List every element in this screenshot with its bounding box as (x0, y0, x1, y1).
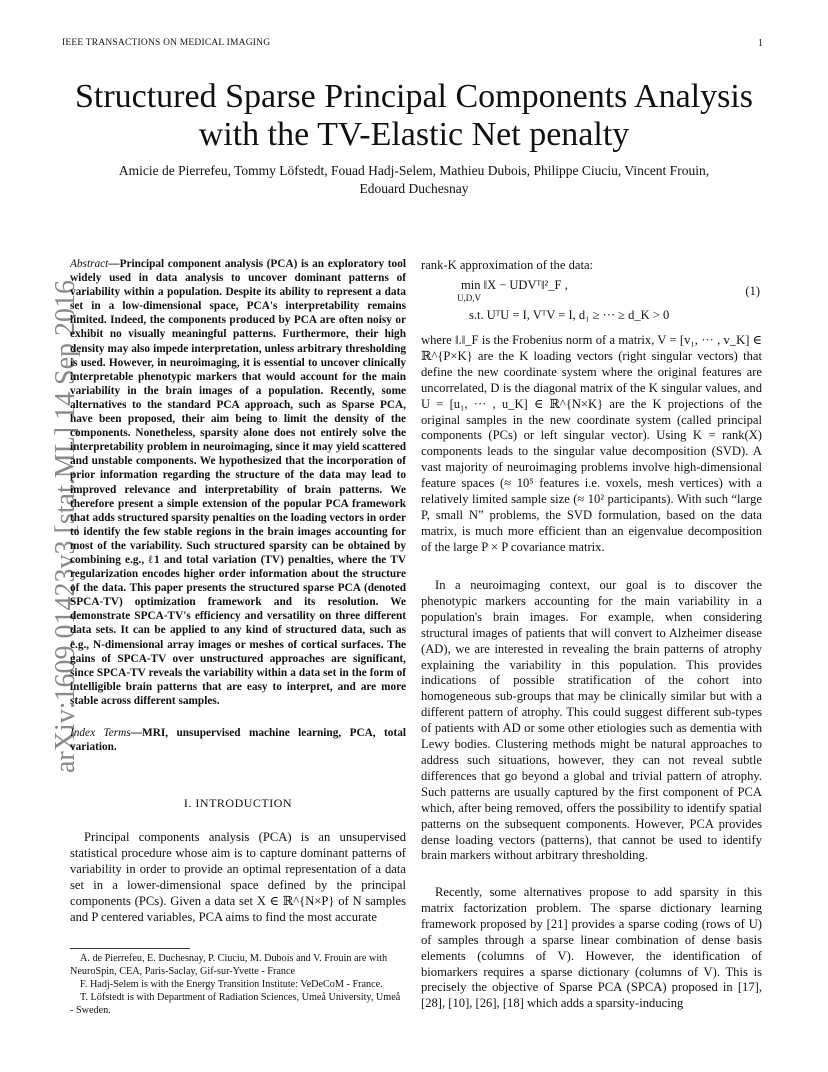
index-terms (70, 726, 406, 754)
footnotes (70, 952, 406, 1017)
section-heading: I. INTRODUCTION (183, 796, 293, 810)
paragraph-neuroimaging: In a neuroimaging context, our goal is to discover the phenotypic markers accounting for the main variability in a population's brain images. For example, when considering structural images of patients that will convert to Alzheimer disease (AD), we are interested in revealing the brain patterns of atrophy explaining the variability in this population. This provides indications of possible stratification of the cohort into homogeneous sub-groups that may be clinically similar but with a different pattern of atrophy. This could suggest different sub-types of patients with AD or some other etiologies such as dementia with Lewy bodies. Clustering methods might be natural approaches to address such situations, however, they can not reveal subtle differences that go beyond a global and trivial pattern of atrophy. Such patterns are usually captured by the first component of PCA which, after being removed, offers the possibility to identify spatial patterns on the subsequent components. However, PCA provides dense loading vectors (patterns), that cannot be used to identify brain markers without arbitrary thresholding. (421, 578, 762, 863)
author-list (70, 162, 758, 198)
arxiv-stamp-text: arXiv:1609.01423v3 [stat.ML] 14 Sep 2016 (50, 279, 81, 773)
equation-number: (1) (745, 284, 760, 298)
equation-1 (421, 276, 762, 330)
paragraph-frobenius: where ‖.‖_F is the Frobenius norm of a matrix, V = [v₁, ··· , v_K] ∈ ℝ^{P×K} are the K loading vectors (right singular vectors) that define the new coordinate system where the original features are uncorrelated, D is the diagonal matrix of the K singular values, and U = [u₁, ··· , u_K] ∈ ℝ^{N×K} are the K projections of the original samples in the new coordinate system (called principal components (PCs) or left singular vector). Using K = rank(X) components leads to the singular value decomposition (SVD). A vast majority of neuroimaging problems involve high-dimensional feature spaces (≈ 10⁵ features i.e. voxels, mesh vertices) with a relatively limited sample size (≈ 10² participants). With such “large P, small N” problems, the SVD formulation, based on the data matrix, is much more efficient than an eigenvalue decomposition of the large P × P covariance matrix. (421, 333, 762, 554)
page-number: 1 (758, 38, 763, 49)
title-line-2: with the TV-Elastic Net penalty (198, 116, 630, 153)
index-terms-text: —MRI, unsupervised machine learning, PCA, total variation. (70, 727, 407, 754)
index-terms-label: Index Terms (70, 727, 131, 739)
abstract-text: —Principal component analysis (PCA) is an exploratory tool widely used in data analysis to uncover dominant patterns of variability within a population. Despite its ability to represent a data set in a low-dimensional space, PCA's interpretability remains limited. Indeed, the components produced by PCA are often noisy or exhibit no visually meaningful patterns. Furthermore, their high density may also impede interpretation, unless arbitrary thresholding is used. However, in neuroimaging, it is essential to uncover clinically interpretable phenotypic markers that would account for the main variability in the brain images of a population. Recently, some alternatives to the standard PCA approach, such as Sparse PCA, have been proposed, their aim being to limit the density of the components. Nonetheless, sparsity alone does not entirely solve the interpretability problem in neuroimaging, since it may yield scattered and unstable components. We hypothesized that the incorporation of prior information regarding the structure of the data may lead to improved relevance and interpretability of brain patterns. We therefore present a simple extension of the popular PCA framework that adds structured sparsity penalties on the loading vectors in order to identify the few stable regions in the brain images accounting for most of the variability. Such structured sparsity can be obtained by combining e.g., ℓ1 and total variation (TV) penalties, where the TV regularization encodes higher order information about the structure of the data. This paper presents the structured sparse PCA (denoted SPCA-TV) optimization framework and its resolution. We demonstrate SPCA-TV's efficiency and versatility on three different data sets. It can be applied to any kind of structured data, such as e.g., N-dimensional array images or meshes of cortical surfaces. The gains of SPCA-TV over unstructured approaches are significant, since SPCA-TV reveals the variability within a data set in the form of intelligible brain patterns that are easy to interpret, and are more stable across different samples. (70, 258, 406, 707)
arxiv-stamp (18, 279, 81, 780)
abstract-label: Abstract (70, 258, 109, 270)
footnote-divider (70, 948, 190, 949)
equation-objective-text: min ‖X − UDVᵀ‖²_F , (461, 278, 568, 292)
paper-title (60, 78, 768, 154)
rank-k-lead: rank-K approximation of the data: (421, 258, 594, 272)
title-line-1: Structured Sparse Principal Components Analysis (74, 78, 754, 115)
abstract (70, 257, 406, 708)
authors-line-2: Edouard Duchesnay (359, 181, 469, 196)
footnote-affiliation-1: A. de Pierrefeu, E. Duchesnay, P. Ciuciu, M. Dubois and V. Frouin are with NeuroSpin, CEA, Paris-Saclay, Gif-sur-Yvette - France (70, 953, 388, 977)
equation-min-subscript: U,D,V (457, 293, 481, 303)
running-head: IEEE TRANSACTIONS ON MEDICAL IMAGING (62, 38, 271, 48)
footnote-affiliation-2: F. Hadj-Selem is with the Energy Transition Institute: VeDeCoM - France. (80, 979, 383, 990)
equation-objective (457, 278, 568, 303)
equation-constraints: s.t. UᵀU = I, VᵀV = I, d₁ ≥ ··· ≥ d_K > 0 (469, 308, 670, 322)
authors-line-1: Amicie de Pierrefeu, Tommy Löfstedt, Fouad Hadj-Selem, Mathieu Dubois, Philippe Ciuciu, Vincent Frouin, (118, 163, 710, 178)
footnote-affiliation-3: T. Löfstedt is with Department of Radiation Sciences, Umeå University, Umeå - Sweden. (70, 992, 401, 1016)
paragraph-recent-alternatives: Recently, some alternatives propose to add sparsity in this matrix factorization problem. The sparse dictionary learning framework proposed by [21] provides a sparse coding (rows of U) of samples through a sparse linear combination of dense basis elements (columns of V). However, the identification of biomarkers requires a sparse dictionary (columns of V). This is precisely the objective of Sparse PCA (SPCA) proposed in [17], [28], [10], [26], [18] which adds a sparsity-inducing (421, 885, 762, 1011)
intro-paragraph: Principal components analysis (PCA) is an unsupervised statistical procedure whose aim is to capture dominant patterns of variability in order to provide an optimal representation of a data set in a lower-dimensional space defined by the principal components (PCs). Given a data set X ∈ ℝ^{N×P} of N samples and P centered variables, PCA aims to find the most accurate (70, 830, 406, 924)
